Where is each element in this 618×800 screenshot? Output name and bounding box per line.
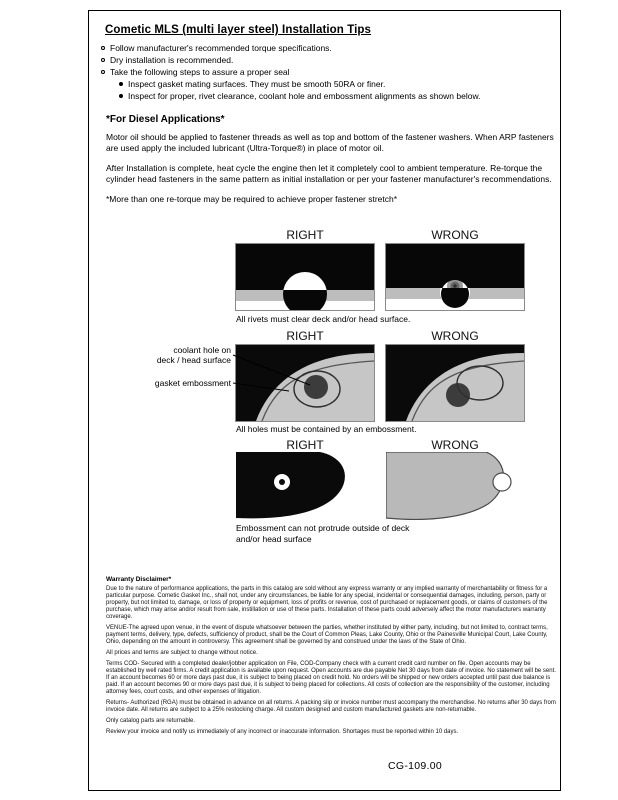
diesel-section: [106, 114, 554, 215]
warranty-paragraph: Due to the nature of performance applications, the parts in this catalog are sold without any express warranty or any implied warranty of merchantability or fitness for a particular purpose. Cometic Gasket Inc., shall not, under any circumstances, be liable for any special, incidental or consequential damages, including, person, party or property, but not limited to, damage, or loss of property or equipment, loss of profits or revenue, cost of purchased or replacement goods, or claims of customers of the purchase, which may arise and/or result from sale, instillation or use of these parts. Installation of these parts could adversely affect the motor manufacturers warranty coverage.: [106, 586, 548, 620]
wrong-label: WRONG: [431, 329, 479, 343]
caption-line: and/or head surface: [236, 534, 312, 544]
tip-text: Take the following steps to assure a proper seal: [110, 67, 290, 77]
gasket-embossment-callout: [105, 378, 231, 388]
warranty-section: [106, 576, 556, 740]
list-item: [119, 78, 547, 90]
callout-text: coolant hole on: [173, 345, 231, 355]
diesel-paragraph: After Installation is complete, heat cycle the engine then let it completely cool to ambient temperature. Re-torque the cylinder head fasteners in the same pattern as initial installation or per your fastener manufacturer's recommendations.: [106, 163, 552, 184]
list-item: [101, 66, 547, 78]
rivet-clear-illustration: [236, 244, 374, 310]
tip-text: Inspect gasket mating surfaces. They must be smooth 50RA or finer.: [128, 79, 386, 89]
right-label: RIGHT: [286, 228, 324, 242]
warranty-paragraph: Returns- Authorized (RGA) must be obtained in advance on all returns. A packing slip or invoice number must accompany the merchandise. No returns after 30 days from invoice date. All returns are subject to a 25% restocking charge. All custom designed and custom manufactured gaskets are non-returnable.: [106, 700, 556, 713]
open-bullet-icon: [101, 58, 105, 62]
embossment-wrong-diagram: [386, 452, 524, 520]
coolant-hole-callout: [115, 345, 231, 365]
embossment-protruding-illustration: [386, 452, 524, 520]
filled-bullet-icon: [119, 94, 123, 98]
wrong-label: WRONG: [431, 438, 479, 452]
rivet-wrong-diagram: [386, 244, 524, 310]
right-label: RIGHT: [286, 329, 324, 343]
hole-contained-illustration: [236, 345, 374, 421]
callout-text: gasket embossment: [154, 378, 231, 388]
hole-not-contained-illustration: [386, 345, 524, 421]
coolant-wrong-diagram: [386, 345, 524, 421]
diesel-heading: *For Diesel Applications*: [106, 114, 225, 125]
list-item: [101, 54, 547, 66]
warranty-heading: Warranty Disclaimer*: [106, 576, 172, 583]
wrong-label: WRONG: [431, 228, 479, 242]
callout-text: deck / head surface: [156, 355, 231, 365]
warranty-paragraph: All prices and terms are subject to change without notice.: [106, 650, 258, 656]
coolant-right-diagram: [236, 345, 374, 421]
rivet-caption: All rivets must clear deck and/or head surface.: [236, 314, 411, 324]
warranty-paragraph: Review your invoice and notify us immediately of any incorrect or inaccurate information. Shortages must be reported within 10 days.: [106, 729, 459, 735]
open-bullet-icon: [101, 46, 105, 50]
list-item: [101, 42, 547, 54]
embossment-right-diagram: [236, 452, 374, 520]
page-code: CG-109.00: [388, 760, 443, 772]
tips-list: [101, 42, 547, 102]
warranty-paragraph: VENUE-The agreed upon venue, in the event of dispute whatsoever between the parties, whether instituted by either party, including, but not limited to, contract terms, payment terms, delivery, type, defects, sufficiency of product, shall be the Court of Common Pleas, Lake County, Ohio or the Painesville Municipal Court, Lake County, Ohio, depending on the amount in controversy. This agreement shall be governed by and construed under the laws of the State of Ohio.: [106, 625, 548, 645]
caption-line: Embossment can not protrude outside of deck: [236, 523, 410, 533]
rivet-touching-illustration: [386, 244, 524, 310]
list-item: [119, 90, 547, 102]
warranty-paragraph: Terms COD- Secured with a completed dealer/jobber application on File, COD-Company check with a current credit card number on file. Open accounts may be established by well rated firms. A credit application is available upon request. Open accounts are due payable Net 30 days from date of invoice. No statement will be sent. If an account becomes 60 or more days past due, it is subject to being placed on credit hold. No orders will be shipped or new orders accepted until past due balance is paid. If an account becomes 90 or more days past due, it is subject to being placed for collections. All costs of collection are the responsibility of the customer, including attorney fees, court costs, and other expenses of litigation.: [106, 661, 556, 695]
embossment-caption: [236, 523, 536, 545]
filled-bullet-icon: [119, 82, 123, 86]
embossment-inside-illustration: [236, 452, 374, 520]
tip-text: Follow manufacturer's recommended torque specifications.: [110, 43, 332, 53]
rivet-right-diagram: [236, 244, 374, 310]
page-title: Cometic MLS (multi layer steel) Installation Tips: [105, 24, 372, 36]
right-label: RIGHT: [286, 438, 324, 452]
tip-text: Dry installation is recommended.: [110, 55, 234, 65]
tip-text: Inspect for proper, rivet clearance, coolant hole and embossment alignments as shown below.: [128, 91, 481, 101]
coolant-caption: All holes must be contained by an embossment.: [236, 424, 417, 434]
open-bullet-icon: [101, 70, 105, 74]
diesel-paragraph: Motor oil should be applied to fastener threads as well as top and bottom of the fastener washers. When ARP fasteners are used apply the included lubricant (Ultra-Torque®) in place of motor oil.: [106, 132, 554, 153]
warranty-paragraph: Only catalog parts are returnable.: [106, 718, 196, 724]
page-border: [88, 10, 561, 791]
diesel-note: *More than one re-torque may be required to achieve proper fastener stretch*: [106, 194, 398, 204]
